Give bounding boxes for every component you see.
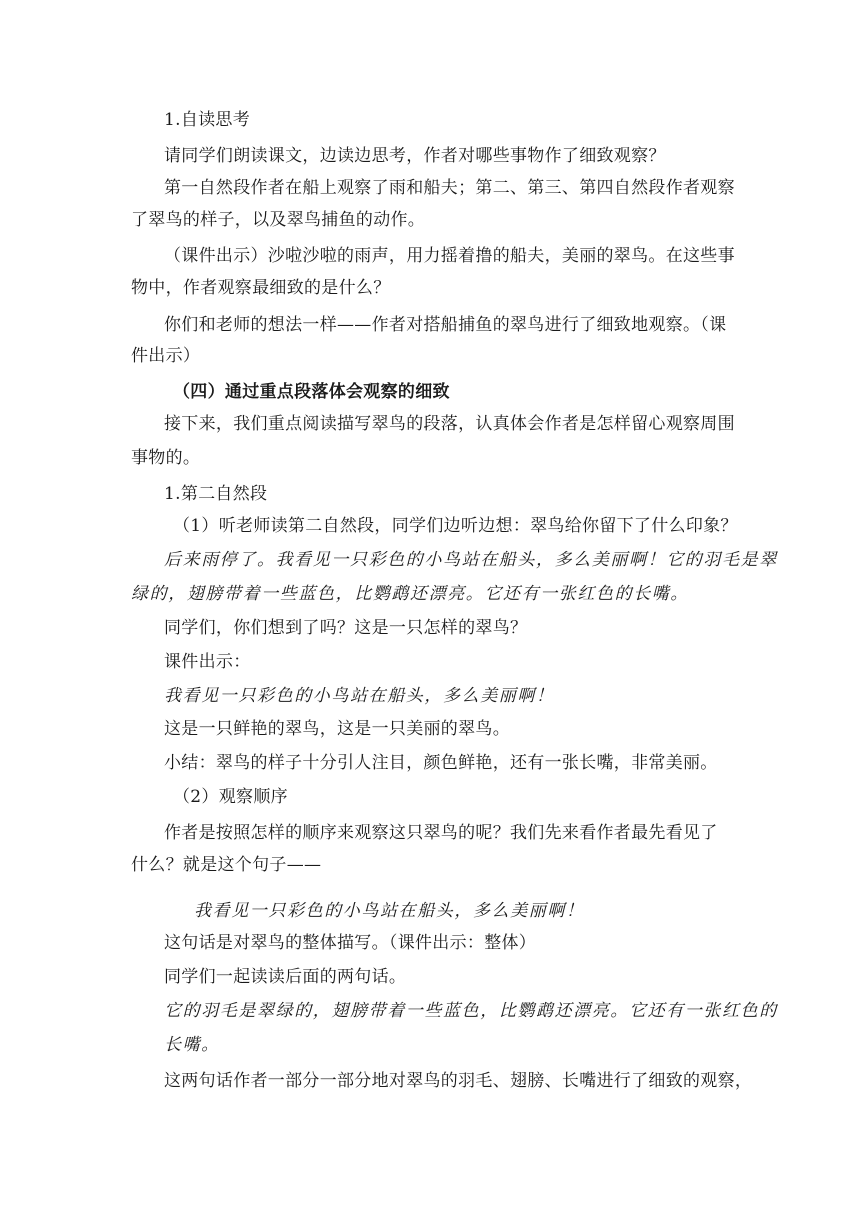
quoted-text-line: 后来雨停了。我看见一只彩色的小鸟站在船头，多么美丽啊！它的羽毛是翠 bbox=[164, 550, 778, 570]
quoted-text-line: 绿的，翅膀带着一些蓝色，比鹦鹉还漂亮。它还有一张红色的长嘴。 bbox=[131, 584, 689, 604]
paragraph-line: 接下来，我们重点阅读描写翠鸟的段落，认真体会作者是怎样留心观察周围 bbox=[164, 414, 735, 434]
section-heading: （四）通过重点段落体会观察的细致 bbox=[173, 382, 450, 402]
paragraph-line: 作者是按照怎样的顺序来观察这只翠鸟的呢？我们先来看作者最先看见了 bbox=[164, 823, 718, 843]
paragraph-line: 这两句话作者一部分一部分地对翠鸟的羽毛、翅膀、长嘴进行了细致的观察， bbox=[164, 1071, 753, 1091]
subheading-paragraph-two: 1.第二自然段 bbox=[164, 484, 268, 504]
subheading-self-reading: 1.自读思考 bbox=[164, 110, 251, 130]
paragraph-line: 你们和老师的想法一样——作者对搭船捕鱼的翠鸟进行了细致地观察。（课 bbox=[164, 315, 727, 335]
paragraph-line: 这句话是对翠鸟的整体描写。（课件出示：整体） bbox=[164, 933, 537, 953]
paragraph-line: 件出示） bbox=[131, 346, 201, 366]
paragraph-line: （1）听老师读第二自然段，同学们边听边想：翠鸟给你留下了什么印象？ bbox=[173, 516, 738, 536]
paragraph-line: 请同学们朗读课文，边读边思考，作者对哪些事物作了细致观察？ bbox=[164, 146, 666, 166]
quoted-text-line: 它的羽毛是翠绿的，翅膀带着一些蓝色，比鹦鹉还漂亮。它还有一张红色的 bbox=[164, 1001, 778, 1021]
paragraph-line: （课件出示）沙啦沙啦的雨声，用力摇着撸的船夫，美丽的翠鸟。在这些事 bbox=[164, 246, 735, 266]
paragraph-line: 第一自然段作者在船上观察了雨和船夫；第二、第三、第四自然段作者观察 bbox=[164, 178, 735, 198]
quoted-text-line: 我看见一只彩色的小鸟站在船头，多么美丽啊！ bbox=[164, 686, 555, 706]
paragraph-line: 同学们一起读读后面的两句话。 bbox=[164, 967, 407, 987]
paragraph-line: 课件出示： bbox=[164, 652, 251, 672]
paragraph-line: 什么？就是这个句子—— bbox=[131, 855, 322, 875]
quoted-text-line: 我看见一只彩色的小鸟站在船头，多么美丽啊！ bbox=[194, 901, 585, 921]
paragraph-line: 同学们，你们想到了吗？这是一只怎样的翠鸟？ bbox=[164, 618, 528, 638]
paragraph-line: 了翠鸟的样子，以及翠鸟捕鱼的动作。 bbox=[131, 210, 426, 230]
paragraph-line: 物中，作者观察最细致的是什么？ bbox=[131, 278, 391, 298]
quoted-text-line: 长嘴。 bbox=[164, 1035, 220, 1055]
subheading-observation-order: （2）观察顺序 bbox=[173, 787, 288, 807]
paragraph-line: 事物的。 bbox=[131, 448, 201, 468]
paragraph-line: 这是一只鲜艳的翠鸟，这是一只美丽的翠鸟。 bbox=[164, 719, 510, 739]
summary-line: 小结：翠鸟的样子十分引人注目，颜色鲜艳，还有一张长嘴，非常美丽。 bbox=[164, 753, 718, 773]
